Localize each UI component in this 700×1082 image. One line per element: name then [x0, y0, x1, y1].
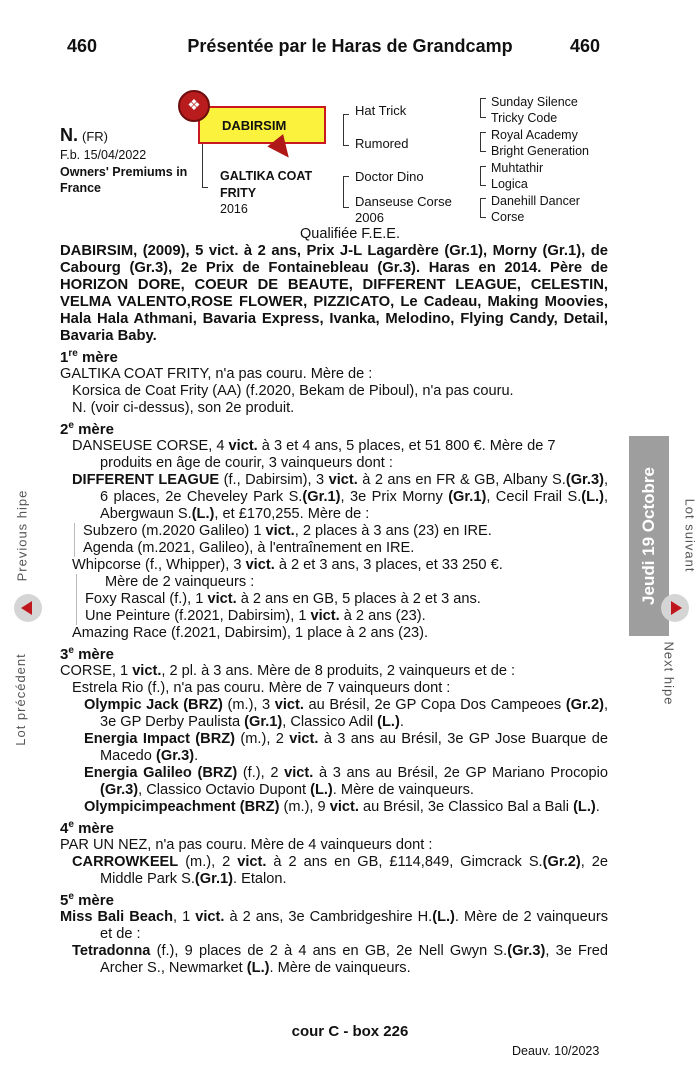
dam-line: DANSEUSE CORSE, 4 vict. à 3 et 4 ans, 5 places, et 51 800 €. Mère de 7 produits en âge de courir, 3 vainqueurs dont :	[72, 438, 556, 471]
page-header	[0, 36, 700, 62]
pedigree-bracket	[480, 98, 486, 118]
section-5th-dam: 5e mère	[60, 891, 114, 909]
produce-sublist	[76, 574, 608, 625]
produce-line: Olympicimpeachment (BRZ) (m.), 9 vict. au Brésil, 3e Classico Bal a Bali (L.).	[84, 799, 600, 815]
produce-line: Foxy Rascal (f.), 1 vict. à 2 ans en GB, 5 places à 2 et 3 ans.	[85, 591, 481, 607]
box-location: cour C - box 226	[291, 1023, 409, 1040]
qualification: Qualifiée F.E.E.	[300, 226, 400, 242]
produce-line: Korsica de Coat Frity (AA) (f.2020, Bekam de Piboul), n'a pas couru.	[72, 383, 514, 399]
dam-line: CORSE, 1 vict., 2 pl. à 3 ans. Mère de 8 produits, 2 vainqueurs et de :	[60, 663, 516, 679]
next-lot-label[interactable]: Lot suivant	[682, 498, 698, 573]
horse-name: N. (FR)	[60, 125, 108, 145]
produce-line: Amazing Race (f.2021, Dabirsim), 1 place à 2 ans (23).	[72, 625, 429, 641]
produce-line: Olympic Jack (BRZ) (m.), 3 vict. au Brésil, 2e GP Copa Dos Campeoes (Gr.2), 3e GP Derby Paulista (Gr.1), Classico Adil (L.).	[84, 697, 608, 730]
gen3-4: Bright Generation	[491, 144, 589, 158]
dam-line: PAR UN NEZ, n'a pas couru. Mère de 4 vainqueurs dont :	[60, 837, 433, 853]
haras-logo-icon: ❖	[178, 90, 210, 122]
pedigree-bracket	[480, 132, 486, 152]
gen3-2: Tricky Code	[491, 111, 558, 125]
previous-hipe-label[interactable]: Previous hipe	[14, 489, 30, 582]
next-lot-button[interactable]	[661, 594, 689, 622]
gen3-1: Sunday Silence	[491, 95, 578, 109]
produce-sublist	[74, 523, 608, 557]
section-1st-dam: 1re mère	[60, 348, 118, 366]
pedigree-bracket	[343, 114, 349, 146]
gen3-3: Royal Academy	[491, 128, 578, 142]
dam-sire: Doctor Dino	[355, 169, 424, 184]
dam-year: 2016	[220, 202, 248, 216]
arrow-right-icon	[671, 601, 682, 615]
produce-line: Whipcorse (f., Whipper), 3 vict. à 2 et 3 ans, 3 places, et 33 250 €.	[72, 557, 503, 573]
gen3-6: Logica	[491, 177, 528, 191]
produce-line: Agenda (m.2021, Galileo), à l'entraînement en IRE.	[83, 540, 415, 556]
gen3-8: Corse	[491, 210, 525, 224]
catalogue-body	[60, 243, 608, 977]
sire-name: DABIRSIM	[222, 118, 287, 133]
owner-info: Owners' Premiums in France	[60, 165, 188, 195]
pedigree-bracket	[480, 166, 486, 186]
section-2nd-dam: 2e mère	[60, 420, 114, 438]
previous-lot-nav[interactable]	[14, 480, 44, 750]
produce-line: N. (voir ci-dessus), son 2e produit.	[72, 400, 295, 416]
lot-number-right: 460	[570, 36, 601, 56]
gen3-7: Danehill Dancer	[491, 194, 580, 208]
produce-line: CARROWKEEL (m.), 2 vict. à 2 ans en GB, £114,849, Gimcrack S.(Gr.2), 2e Middle Park S.(Gr.1). Etalon.	[72, 854, 608, 887]
produce-line: Tetradonna (f.), 9 places de 2 à 4 ans en GB, 2e Nell Gwyn S.(Gr.3), 3e Fred Archer S., Newmarket (L.). Mère de vainqueurs.	[72, 943, 609, 976]
next-hipe-label[interactable]: Next hipe	[661, 641, 677, 706]
foaling-info: F.b. 15/04/2022	[60, 148, 147, 162]
dam-name: GALTIKA COAT FRITY	[220, 169, 313, 200]
produce-line: Subzero (m.2020 Galileo) 1 vict., 2 places à 3 ans (23) en IRE.	[83, 523, 492, 539]
dam-dam: Danseuse Corse	[355, 194, 452, 209]
section-3rd-dam: 3e mère	[60, 645, 114, 663]
produce-line: Une Peinture (f.2021, Dabirsim), 1 vict. à 2 ans (23).	[85, 608, 426, 624]
gen3-5: Muhtathir	[491, 161, 544, 175]
produce-line: Energia Galileo (BRZ) (f.), 2 vict. à 3 ans au Brésil, 2e GP Mariano Procopio (Gr.3), Classico Octavio Dupont (L.). Mère de vainqueurs.	[84, 765, 608, 798]
sire-dam: Rumored	[355, 136, 409, 151]
dam-dam-year: 2006	[355, 210, 384, 225]
dam-line: Miss Bali Beach, 1 vict. à 2 ans, 3e Cambridgeshire H.(L.). Mère de 2 vainqueurs et de :	[60, 909, 609, 942]
produce-line: DIFFERENT LEAGUE (f., Dabirsim), 3 vict. à 2 ans en FR & GB, Albany S.(Gr.3), 6 places, 2e Cheveley Park S.(Gr.1), 3e Prix Morny (Gr.1), Cecil Frail S.(L.), Abergwaun S.(L.), et £170,255. Mère de :	[72, 472, 609, 522]
produce-line: Mère de 2 vainqueurs :	[105, 574, 255, 590]
page-title: Présentée par le Haras de Grandcamp	[187, 36, 513, 56]
pedigree-bracket	[343, 176, 349, 208]
sire-box[interactable]	[198, 106, 326, 144]
next-lot-nav[interactable]	[629, 436, 698, 716]
section-4th-dam: 4e mère	[60, 819, 114, 837]
dam-line: GALTIKA COAT FRITY, n'a pas couru. Mère de :	[60, 366, 373, 382]
produce-line: Estrela Rio (f.), n'a pas couru. Mère de 7 vainqueurs dont :	[72, 680, 451, 696]
previous-lot-button[interactable]	[14, 594, 42, 622]
sire-sire: Hat Trick	[355, 103, 407, 118]
sale-reference: Deauv. 10/2023	[512, 1044, 600, 1058]
pedigree-bracket	[480, 198, 486, 218]
lot-number-left: 460	[67, 36, 98, 56]
arrow-left-icon	[21, 601, 32, 615]
sale-day-tab: Jeudi 19 Octobre	[629, 436, 669, 636]
sire-summary: DABIRSIM, (2009), 5 vict. à 2 ans, Prix J-L Lagardère (Gr.1), Morny (Gr.1), de Cabourg (Gr.3), 2e Prix de Fontainebleau (Gr.3). Haras en 2014. Père de HORIZON DORE, COEUR DE BEAUTE, DIFFERENT LEAGUE, CELESTIN, VELMA VALENTO,ROSE FLOWER, PIZZICATO, Le Cadeau, Making Moovies, Hala Hala Athmani, Bavaria Express, Ivanka, Melodino, Flying Candy, Detail, Bavaria Baby.	[60, 243, 608, 344]
pedigree-block	[60, 88, 620, 228]
produce-line: Energia Impact (BRZ) (m.), 2 vict. à 3 ans au Brésil, 3e GP Jose Buarque de Macedo (Gr.3).	[84, 731, 608, 764]
previous-lot-label[interactable]: Lot précédent	[12, 653, 28, 746]
